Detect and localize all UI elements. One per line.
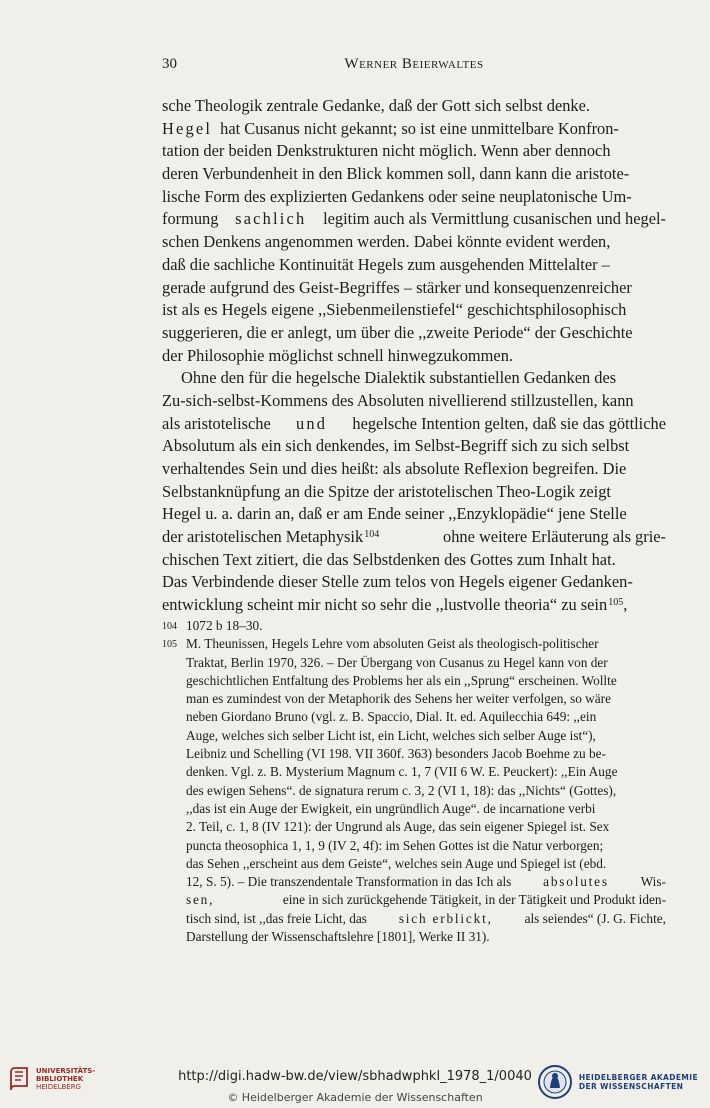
footnote-line: sen, eine in sich zurückgehende Tätigkeit, in der Tätigkeit und Produkt iden- bbox=[162, 891, 666, 909]
text-line: tation der beiden Denkstrukturen nicht möglich. Wenn aber dennoch bbox=[162, 141, 611, 161]
footnote-line: Traktat, Berlin 1970, 326. – Der Übergang von Cusanus zu Hegel kann von der bbox=[186, 654, 608, 670]
text-line: Hegel hat Cusanus nicht gekannt; so ist eine unmittelbare Konfron- bbox=[162, 118, 666, 141]
spaced-word: absolutes bbox=[543, 874, 609, 890]
text-line: gerade aufgrund des Geist-Begriffes – stärker und konsequenzenreicher bbox=[162, 277, 632, 297]
spaced-word: sen, bbox=[186, 892, 215, 908]
footnote-line: geschichtlichen Entfaltung des Problems her als ein ,,Sprung“ erscheinen. Wollte bbox=[186, 672, 617, 688]
text-line: sche Theologik zentrale Gedanke, daß der Gott sich selbst denke. bbox=[162, 96, 590, 115]
footnotes bbox=[162, 617, 666, 946]
text-line: Hegel u. a. darin an, daß er am Ende seiner ,,Enzyklopädie“ jene Stelle bbox=[162, 504, 627, 524]
footnote-line: ,,das ist ein Auge der Ewigkeit, ein ungründlich Auge“. de incarnatione verbi bbox=[186, 800, 596, 816]
text-line: daß die sachliche Kontinuität Hegels zum ausgehenden Mittelalter – bbox=[162, 254, 610, 274]
spaced-word: und bbox=[295, 413, 328, 433]
footnote-text: 1072 b 18–30. bbox=[186, 618, 263, 633]
text-line: suggerieren, die er anlegt, um über die ,,zweite Periode“ der Geschichte bbox=[162, 322, 633, 342]
text-line: deren Verbundenheit in den Blick kommen soll, dann kann die aristote- bbox=[162, 164, 630, 184]
footnote-line: Auge, welches sich selber Licht ist, ein Licht, welches sich selber Auge ist“), bbox=[186, 727, 596, 743]
spaced-word: sachlich bbox=[235, 209, 307, 229]
text-line: als aristotelische und hegelsche Intention gelten, daß sie das göttliche bbox=[162, 413, 666, 436]
footnote-line: tisch sind, ist ,,das freie Licht, das sich erblickt, als seiendes“ (J. G. Fichte, bbox=[162, 910, 666, 928]
text-line: formung sachlich legitim auch als Vermittlung cusanischen und hegel- bbox=[162, 208, 666, 231]
spaced-word: Hegel bbox=[162, 118, 213, 138]
hadw-seal-icon bbox=[537, 1064, 573, 1100]
footnote-line: des ewigen Sehens“. de signatura rerum c. 3, 2 (VI 1, 18): das ,,Nichts“ (Gottes), bbox=[186, 782, 617, 798]
footnote-line: M. Theunissen, Hegels Lehre vom absoluten Geist als theologisch-politischer bbox=[186, 636, 599, 652]
running-head: Werner Beierwaltes bbox=[344, 56, 484, 72]
footnote-line: puncta theosophica 1, 1, 9 (IV 2, 4f): im Sehen Gottes ist die Natur verborgen; bbox=[186, 837, 604, 853]
footnote-line: Darstellung der Wissenschaftslehre [1801], Werke II 31). bbox=[186, 929, 490, 945]
footnote-line: 12, S. 5). – Die transzendentale Transformation in das Ich als absolutes Wis- bbox=[162, 873, 666, 891]
footnote-line: 2. Teil, c. 1, 8 (IV 121): der Ungrund als Auge, das sein eigener Spiegel ist. Sex bbox=[186, 819, 610, 835]
text-line: chischen Text zitiert, die das Selbstdenken des Gottes zum Inhalt hat. bbox=[162, 549, 616, 569]
spaced-word: sich erblickt, bbox=[398, 910, 493, 926]
text-line: lische Form des explizierten Gedankens oder seine neuplatonische Um- bbox=[162, 186, 632, 206]
footnote-104 bbox=[162, 617, 666, 635]
footnote-105 bbox=[162, 635, 666, 946]
viewer-footer bbox=[0, 1052, 710, 1108]
footnote-line: neben Giordano Bruno (vgl. z. B. Spaccio, Dial. It. ed. Aquilecchia 649: ,,ein bbox=[186, 709, 597, 725]
body-text bbox=[162, 95, 666, 617]
page-number: 30 bbox=[162, 56, 177, 72]
text-line: der aristotelischen Metaphysik$^{104}$ ohne weitere Erläuterung als grie- bbox=[162, 527, 666, 547]
text-line: der Philosophie möglichst schnell hinwegzukommen. bbox=[162, 345, 513, 365]
ub-logo-text: UNIVERSITÄTS- BIBLIOTHEK HEIDELBERG bbox=[36, 1067, 96, 1091]
page-header bbox=[162, 56, 666, 72]
footnote-line: das Sehen ,,erscheint aus dem Geiste“, welches sein Auge und Spiegel ist (ebd. bbox=[186, 855, 607, 871]
text-line: Absolutum als ein sich denkendes, im Selbst-Begriff sich zu sich selbst bbox=[162, 436, 630, 456]
text-line: Zu-sich-selbst-Kommens des Absoluten nivellierend stillzustellen, kann bbox=[162, 390, 634, 410]
footnote-ref[interactable]: 105 bbox=[608, 597, 624, 609]
text-line: verhaltendes Sein und dies heißt: als absolute Reflexion begreifen. Die bbox=[162, 459, 627, 478]
text-line: entwicklung scheint mir nicht so sehr die ,,lustvolle theoria“ zu sein$^{105}$, bbox=[162, 595, 628, 615]
text-line: schen Denkens angenommen werden. Dabei könnte evident werden, bbox=[162, 232, 611, 252]
footnote-line: denken. Vgl. z. B. Mysterium Magnum c. 1, 7 (VII 6 W. E. Peuckert): ,,Ein Auge bbox=[186, 764, 618, 780]
hadw-logo-text: HEIDELBERGER AKADEMIE DER WISSENSCHAFTEN bbox=[578, 1073, 698, 1091]
text-line: Ohne den für die hegelsche Dialektik substantiellen Gedanken des bbox=[181, 368, 617, 388]
hadw-logo[interactable] bbox=[537, 1064, 698, 1100]
text-line: Das Verbindende dieser Stelle zum telos von Hegels eigener Gedanken- bbox=[162, 572, 633, 592]
text-line: Selbstanknüpfung an die Spitze der aristotelischen Theo-Logik zeigt bbox=[162, 481, 611, 501]
permalink-url[interactable]: http://digi.hadw-bw.de/view/sbhadwphkl_1978_1/0040 bbox=[178, 1069, 532, 1084]
footnote-line: Leibniz und Schelling (VI 198. VII 360f. 363) besonders Jacob Boehme zu be- bbox=[186, 746, 606, 762]
copyright-notice: © Heidelberger Akademie der Wissenschaften bbox=[227, 1091, 483, 1104]
text-line: ist als es Hegels eigene ,,Siebenmeilenstiefel“ geschichtsphilosophisch bbox=[162, 300, 627, 320]
footnote-number: 104 bbox=[162, 621, 177, 632]
footnote-number: 105 bbox=[162, 639, 177, 651]
footnote-ref[interactable]: 104 bbox=[364, 529, 380, 541]
footnote-line: man es zumindest von der Metaphorik des Sehens her weiter verfolgen, so wäre bbox=[186, 691, 612, 707]
